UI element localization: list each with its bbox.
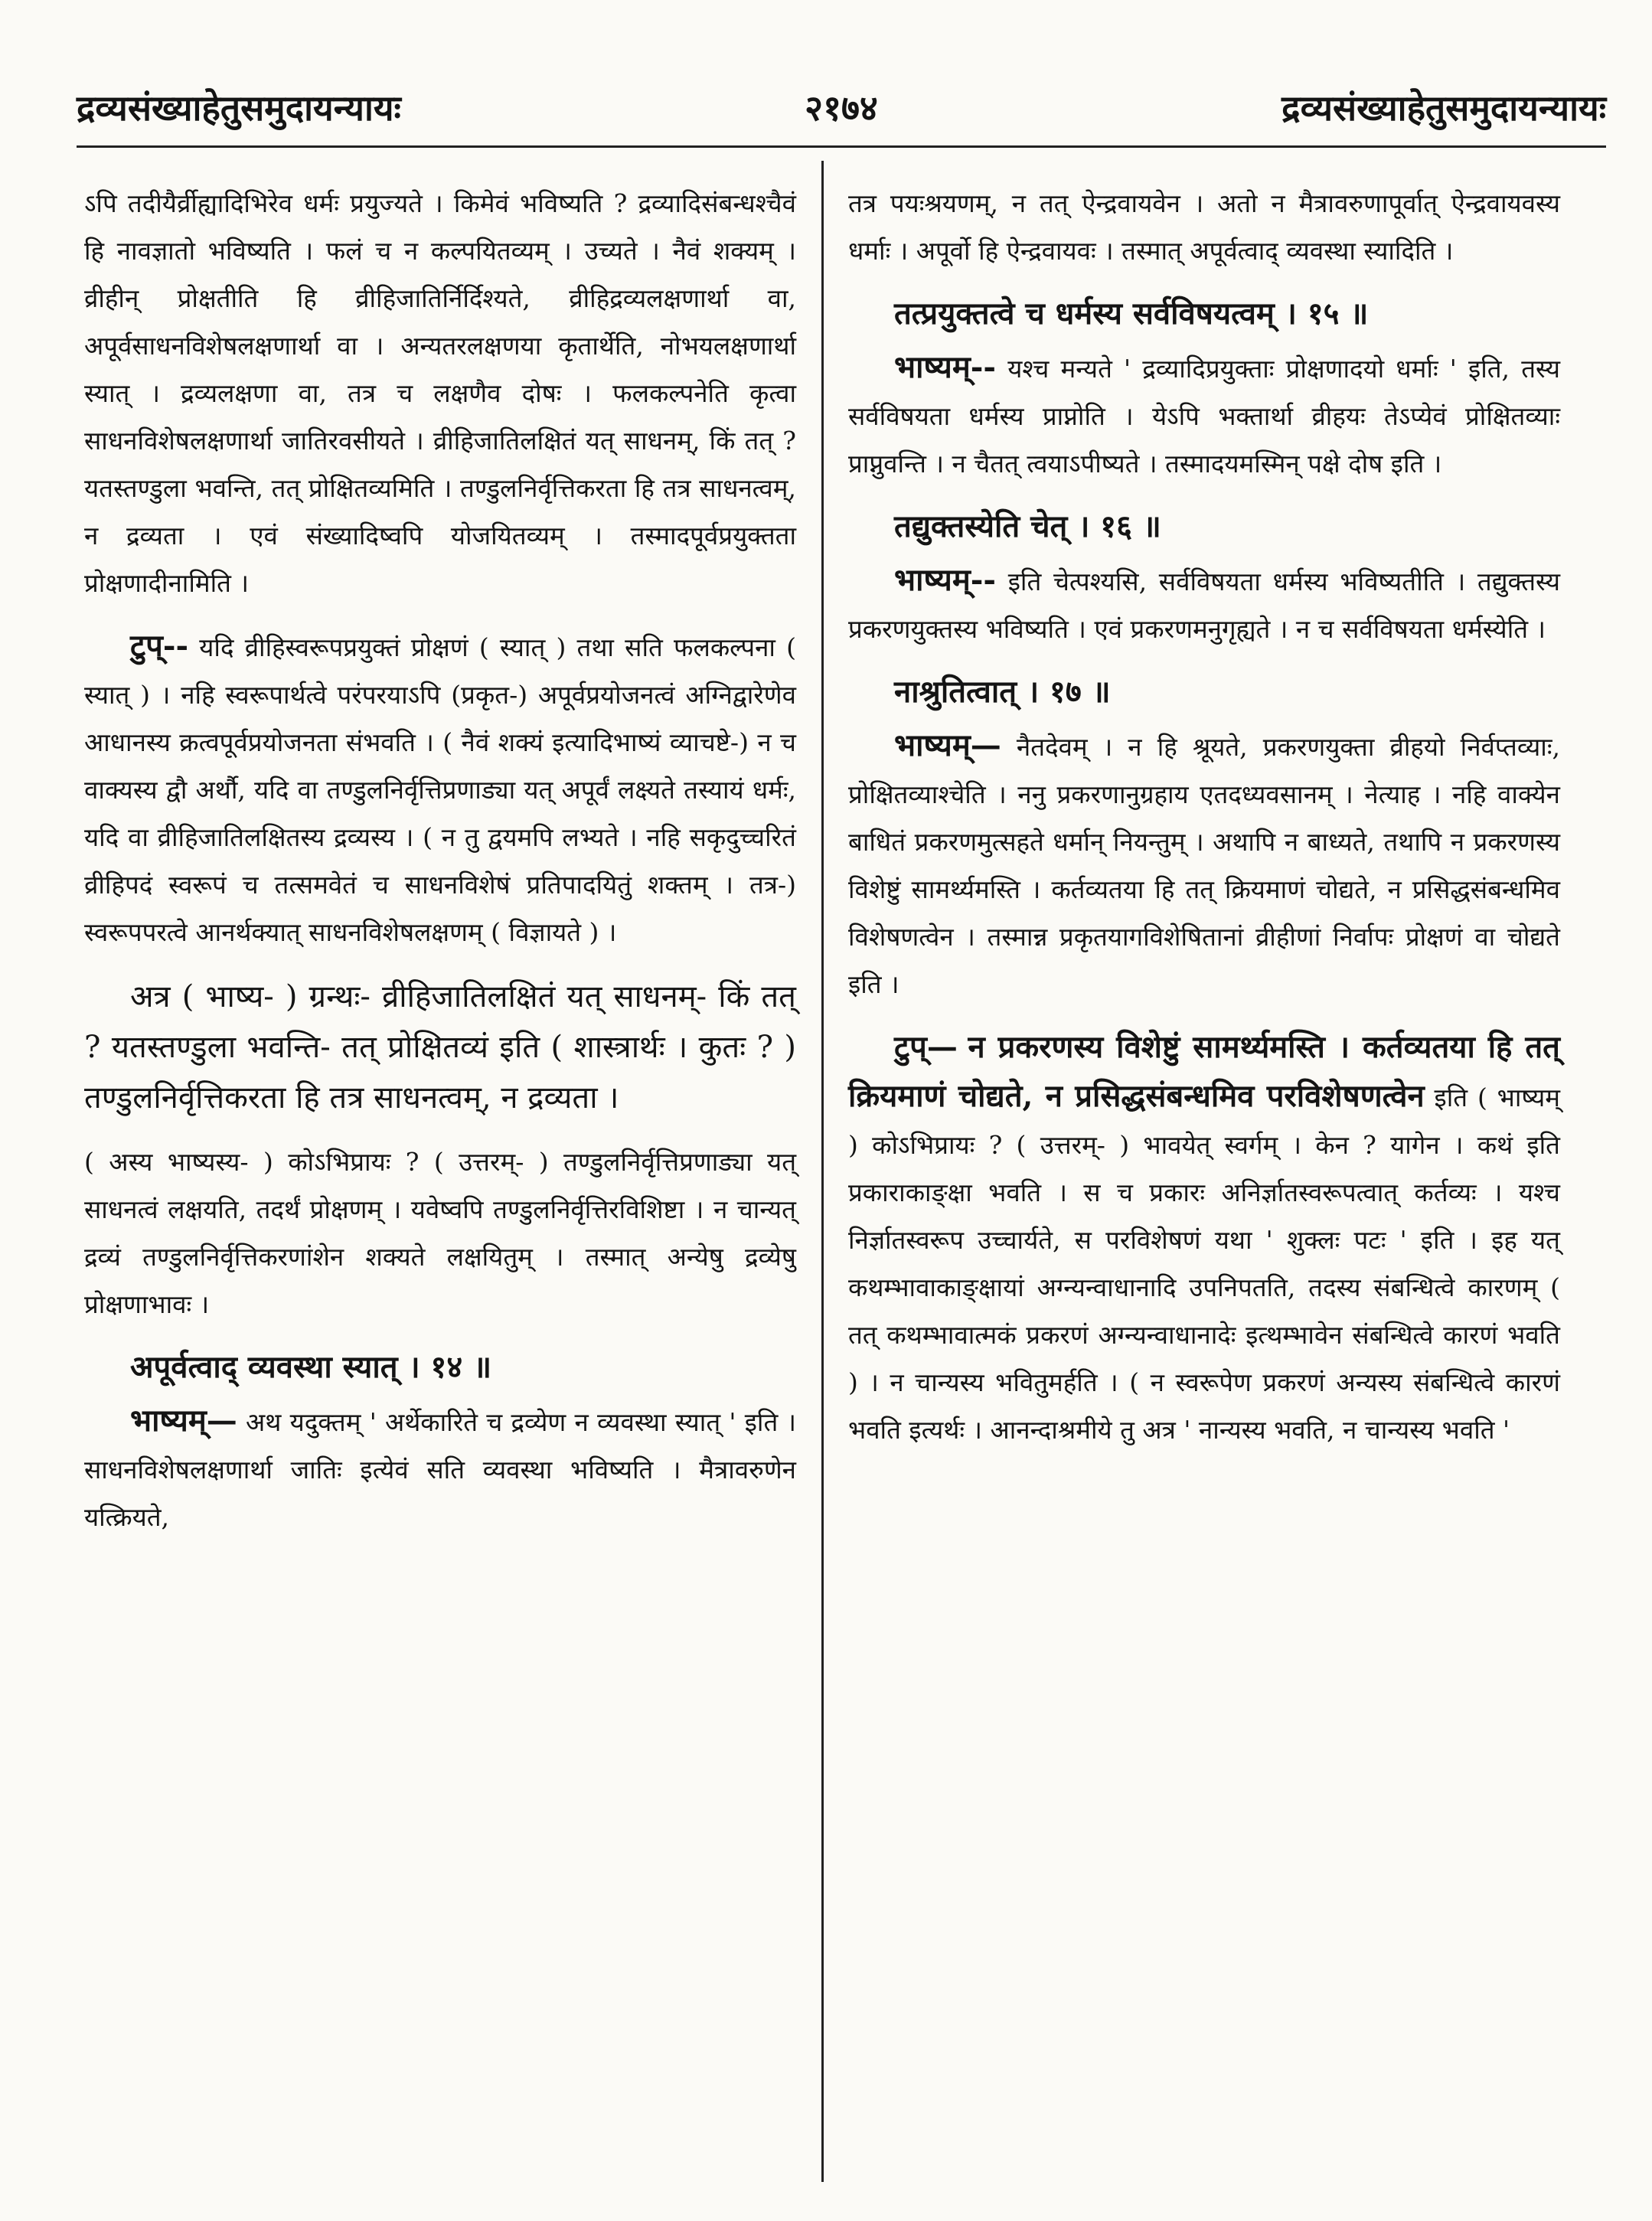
sutra-15: तत्प्रयुक्तत्वे च धर्मस्य सर्वविषयत्वम् । १५ ॥	[894, 296, 1369, 332]
bhashya-15	[848, 344, 1560, 488]
right-paragraph-1: तत्र पयःश्रयणम्, न तत् ऐन्द्रवायवेन । अतो न मैत्रावरुणापूर्वात् ऐन्द्रवायवस्य धर्माः । अपूर्वो हि ऐन्द्रवायवः । तस्मात् अपूर्वत्वाद् व्यवस्था स्यादिति ।	[848, 188, 1560, 266]
bhashya-15-label: भाष्यम्--	[894, 349, 997, 385]
column-divider	[821, 161, 824, 2182]
tup-quoted-text: न प्रकरणस्य विशेष्टुं सामर्थ्यमस्ति । कर्तव्यतया हि तत् क्रियमाणं चोद्यते, न प्रसिद्धसंबन्धमिव परविशेषणत्वेन	[848, 1029, 1560, 1114]
right-column	[848, 180, 1560, 1469]
left-paragraph-2	[84, 622, 796, 956]
bhashya-14-label: भाष्यम्—	[130, 1403, 237, 1439]
sutra-17: नाश्रुतित्वात् । १७ ॥	[894, 674, 1111, 710]
left-column	[84, 180, 796, 1556]
bhashya-14-text: अथ यदुक्तम् ' अर्थेकारिते च द्रव्येण न व्यवस्था स्यात् ' इति । साधनविशेषलक्षणार्था जातिः इत्येवं सति व्यवस्था भविष्यति । मैत्रावरुणेन यत्क्रियते,	[84, 1407, 796, 1532]
tup-rest-text: इति ( भाष्यम् ) कोऽभिप्रायः ? ( उत्तरम्- ) भावयेत् स्वर्गम् । केन ? यागेन । कथं इति प्रकाराकाङ्क्षा भवति । स च प्रकारः अनिर्ज्ञातस्वरूपत्वात् कर्तव्यः । यश्च निर्ज्ञातस्वरूप उच्चार्यते, स परविशेषणं यथा ' शुक्लः पटः ' इति । इह यत् कथम्भावाकाङ्क्षायां अग्न्यन्वाधानादि उपनिपतति, तदस्य संबन्धित्वे कारणम् ( तत् कथम्भावात्मकं प्रकरणं अग्न्यन्वाधानादेः इत्थम्भावेन संबन्धित्वे कारणं भवति ) । न चान्यस्य भवितुमर्हति । ( न स्वरूपेण प्रकरणं अन्यस्य संबन्धित्वे कारणं भवति इत्यर्थः । आनन्दाश्रमीये तु अत्र ' नान्यस्य भवति, न चान्यस्य भवति '	[848, 1083, 1560, 1445]
left-paragraph-3: अत्र ( भाष्य- ) ग्रन्थः- व्रीहिजातिलक्षितं यत् साधनम्- किं तत् ? यतस्तण्डुला भवन्ति- तत् प्रोक्षितव्यं इति ( शास्त्रार्थः । कुतः ? ) तण्डुलनिर्वृत्तिकरता हि तत्र साधनत्वम्, न द्रव्यता ।	[84, 979, 796, 1115]
left-paragraph-1: ऽपि तदीयैर्व्रीह्यादिभिरेव धर्मः प्रयुज्यते । किमेवं भविष्यति ? द्रव्यादिसंबन्धश्चैवं हि नावज्ञातो भविष्यति । फलं च न कल्पयितव्यम् । उच्यते । नैवं शक्यम् । व्रीहीन् प्रोक्षतीति हि व्रीहिजातिर्निर्दिश्यते, व्रीहिद्रव्यलक्षणार्था वा, अपूर्वसाधनविशेषलक्षणार्था वा । अन्यतरलक्षणया कृतार्थेति, नोभयलक्षणार्था स्यात् । द्रव्यलक्षणा वा, तत्र च लक्षणैव दोषः । फलकल्पनेति कृत्वा साधनविशेषलक्षणार्था जातिरवसीयते । व्रीहिजातिलक्षितं यत् साधनम्, किं तत् ? यतस्तण्डुला भवन्ति, तत् प्रोक्षितव्यमिति । तण्डुलनिर्वृत्तिकरता हि तत्र साधनत्वम्, न द्रव्यता । एवं संख्यादिष्वपि योजयितव्यम् । तस्मादपूर्वप्रयुक्तता प्रोक्षणादीनामिति ।	[84, 188, 796, 598]
tup-commentary	[848, 1024, 1560, 1454]
bhashya-17	[848, 722, 1560, 1008]
page-number: २१७४	[805, 87, 878, 129]
running-title-left: द्रव्यसंख्याहेतुसमुदायन्यायः	[77, 87, 401, 129]
bhashya-17-text: नैतदेवम् । न हि श्रूयते, प्रकरणयुक्ता व्रीहयो निर्वप्तव्याः, प्रोक्षितव्याश्चेति । ननु प्रकरणानुग्रहाय एतदध्यवसानम् । नेत्याह । नहि वाक्येन बाधितं प्रकरणमुत्सहते धर्मान् नियन्तुम् । अथापि न बाध्यते, तथापि न प्रकरणस्य विशेष्टुं सामर्थ्यमस्ति । कर्तव्यतया हि तत् क्रियमाणं चोद्यते, न प्रसिद्धसंबन्धमिव विशेषणत्वेन । तस्मान्न प्रकृतयागविशेषितानां व्रीहीणां निर्वापः प्रोक्षणं वा चोद्यते इति ।	[848, 732, 1560, 999]
header-rule	[77, 145, 1606, 148]
tup-text: यदि व्रीहिस्वरूपप्रयुक्तं प्रोक्षणं ( स्यात् ) तथा सति फलकल्पना ( स्यात् ) । नहि स्वरूपार्थत्वे परंपरयाऽपि (प्रकृत-) अपूर्वप्रयोजनत्वं अग्निद्वारेणेव आधानस्य क्रत्वपूर्वप्रयोजनता संभवति । ( नैवं शक्यं इत्यादिभाष्यं व्याचष्टे-) न च वाक्यस्य द्वौ अर्थौ, यदि वा तण्डुलनिर्वृत्तिप्रणाड्या यत् अपूर्वं लक्ष्यते तस्यायं धर्मः, यदि वा व्रीहिजातिलक्षितस्य द्रव्यस्य । ( न तु द्वयमपि लभ्यते । नहि सकृदुच्चरितं व्रीहिपदं स्वरूपं च तत्समवेतं च साधनविशेषं प्रतिपादयितुं शक्तम् । तत्र-) स्वरूपपरत्वे आनर्थक्यात् साधनविशेषलक्षणम् ( विज्ञायते ) ।	[84, 632, 796, 947]
tup-label: टुप्--	[130, 628, 189, 664]
running-title-right: द्रव्यसंख्याहेतुसमुदायन्यायः	[1281, 87, 1606, 129]
bhashya-16-label: भाष्यम्--	[894, 562, 997, 598]
sutra-16: तद्युक्तस्येति चेत् । १६ ॥	[894, 508, 1161, 544]
bhashya-16-text: इति चेत्पश्यसि, सर्वविषयता धर्मस्य भविष्यतीति । तद्युक्तस्य प्रकरणयुक्तस्य भविष्यति । एवं प्रकरणमनुगृह्यते । न च सर्वविषयता धर्मस्येति ।	[848, 567, 1560, 644]
sutra-14: अपूर्वत्वाद् व्यवस्था स्यात् । १४ ॥	[130, 1349, 492, 1385]
bhashya-17-label: भाष्यम्—	[894, 727, 1001, 763]
tup-right-label: टुप्—	[894, 1029, 958, 1065]
bhashya-15-text: यश्च मन्यते ' द्रव्यादिप्रयुक्ताः प्रोक्षणादयो धर्माः ' इति, तस्य सर्वविषयता धर्मस्य प्राप्नोति । येऽपि भक्तार्था व्रीहयः तेऽप्येवं प्रोक्षितव्याः प्राप्नुवन्ति । न चैतत् त्वयाऽपीष्यते । तस्मादयमस्मिन् पक्षे दोष इति ।	[848, 354, 1560, 478]
bhashya-14	[84, 1397, 796, 1541]
page-header	[77, 77, 1606, 138]
bhashya-16	[848, 557, 1560, 653]
left-paragraph-3b: ( अस्य भाष्यस्य- ) कोऽभिप्रायः ? ( उत्तरम्- ) तण्डुलनिर्वृत्तिप्रणाड्या यत् साधनत्वं लक्षयति, तदर्थं प्रोक्षणम् । यवेष्वपि तण्डुलनिर्वृत्तिरविशिष्टा । न चान्यत् द्रव्यं तण्डुलनिर्वृत्तिकरणांशेन शक्यते लक्षयितुम् । तस्मात् अन्येषु द्रव्येषु प्रोक्षणाभावः ।	[84, 1147, 796, 1319]
